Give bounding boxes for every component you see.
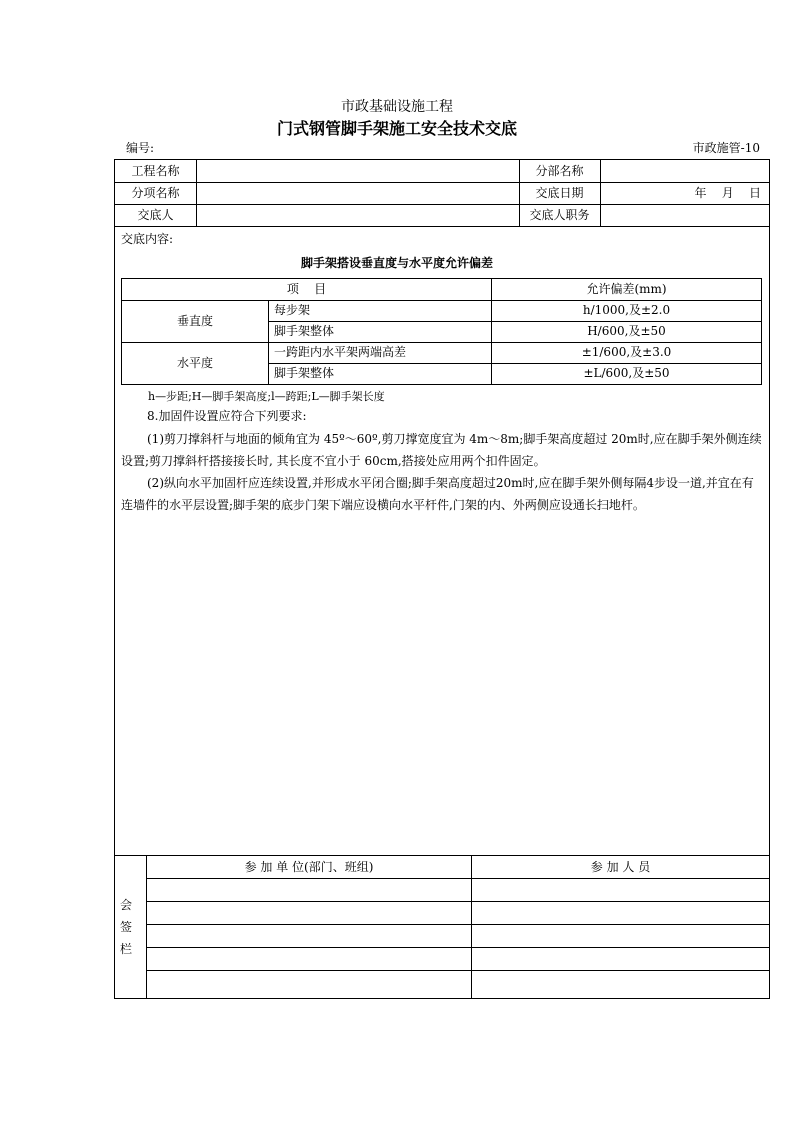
row-divider: [146, 901, 769, 902]
table-note: h—步距;H—脚手架高度;l—跨距;L—脚手架长度: [148, 390, 385, 403]
paragraph-sub-2: (2)纵向水平加固杆应连续设置,并形成水平闭合圈;脚手架高度超过20m时,应在脚手架外侧每隔4步设一道,并宜在有连墙件的水平层设置;脚手架的底步门架下端应设横向水平杆件,门架的内、外两侧应设通长扫地杆。: [121, 476, 754, 512]
group-levelness: 水平度: [176, 356, 213, 370]
row-divider: [115, 226, 769, 227]
date-field[interactable]: 年 月 日: [694, 186, 761, 200]
row-divider: [146, 924, 769, 925]
project-name-field[interactable]: [197, 160, 518, 182]
header-tolerance: 允许偏差(mm): [586, 282, 667, 296]
table-cell-item: 每步架: [274, 303, 311, 317]
division-field[interactable]: [601, 160, 769, 182]
group-verticality: 垂直度: [176, 314, 213, 328]
table-cell-value: ±L/600,及±50: [583, 366, 670, 380]
discloser-label: 交底人: [137, 208, 174, 222]
deviation-table-title: 脚手架搭设垂直度与水平度允许偏差: [300, 256, 493, 270]
row-divider: [146, 970, 769, 971]
table-cell-value: ±1/600,及±3.0: [581, 345, 672, 359]
discloser-position-label: 交底人职务: [529, 208, 590, 222]
code-label: 编号:: [126, 141, 155, 155]
document-code: 市政施管-10: [692, 141, 760, 155]
document-title: 门式钢管脚手架施工安全技术交底: [276, 119, 517, 138]
sub-item-field[interactable]: [197, 182, 518, 204]
table-cell-item: 一跨距内水平架两端高差: [274, 345, 407, 359]
table-cell-value: H/600,及±50: [587, 324, 666, 338]
deviation-table: [121, 278, 762, 385]
table-cell-item: 脚手架整体: [274, 324, 335, 338]
signoff-people-header: 参 加 人 员: [590, 860, 651, 874]
col-divider: [268, 300, 269, 384]
discloser-position-field[interactable]: [601, 204, 769, 226]
paragraph-item-8: 8.加固件设置应符合下列要求:: [147, 409, 307, 423]
sub-item-label: 分项名称: [131, 186, 180, 200]
header-item: 项 目: [286, 282, 327, 296]
table-cell-item: 脚手架整体: [274, 366, 335, 380]
date-label: 交底日期: [535, 186, 584, 200]
table-cell-value: h/1000,及±2.0: [582, 303, 671, 317]
row-divider: [146, 947, 769, 948]
project-name-label: 工程名称: [131, 164, 180, 178]
division-label: 分部名称: [535, 164, 584, 178]
document-subtitle: 市政基础设施工程: [341, 99, 453, 115]
discloser-field[interactable]: [197, 204, 518, 226]
paragraph-sub-1: (1)剪刀撑斜杆与地面的倾角宜为 45º～60º,剪刀撑宽度宜为 4m～8m;脚手架高度超过 20m时,应在脚手架外侧连续设置;剪刀撑斜杆搭接接长时, 其长度不宜小于 60cm,搭接处应用两个扣件固定。: [121, 432, 762, 468]
row-divider: [146, 878, 769, 879]
signoff-label: 会签栏: [119, 898, 132, 956]
signoff-unit-header: 参 加 单 位(部门、班组): [244, 860, 374, 874]
content-label: 交底内容:: [121, 232, 174, 246]
